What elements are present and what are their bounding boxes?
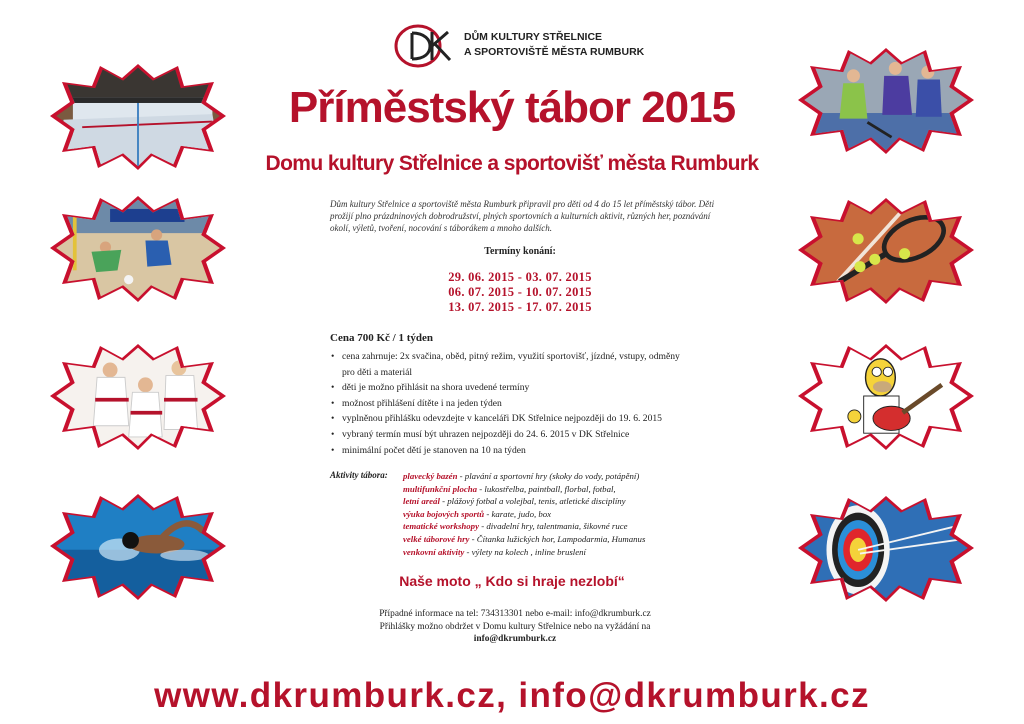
contact-line-2: Přihlášky možno obdržet v Domu kultury Střelnice nebo na vyžádání na	[379, 621, 651, 632]
archery-target-photo	[796, 492, 976, 604]
bullet-item: • možnost přihlášení dítěte i na jeden týden	[330, 396, 730, 412]
contact-line-1: Případné informace na tel: 734313301 nebo e-mail: info@dkrumburk.cz	[379, 609, 651, 619]
activity-item	[403, 470, 733, 483]
bullet-item: • cena zahrnuje: 2x svačina, oběd, pitný režim, využití sportovišť, jízdné, vstupy, odměny	[330, 349, 730, 365]
activity-name: venkovní aktivity	[403, 546, 465, 557]
activity-name: výuka bojových sportů	[403, 508, 485, 519]
term-2: 06. 07. 2015 - 10. 07. 2015	[448, 285, 592, 299]
activity-desc: - Čítanka lužických hor, Lampodarmia, Humanus	[469, 533, 646, 544]
activity-name: multifunkční plocha	[403, 483, 478, 494]
price: Cena 700 Kč / 1 týden	[330, 332, 433, 344]
bullet-item: • minimální počet dětí je stanoven na 10 na týden	[330, 443, 730, 459]
page-title: Příměstský tábor 2015	[288, 83, 736, 132]
terms-list	[330, 270, 710, 315]
tennis-photo	[796, 194, 976, 306]
activities-label: Aktivity tábora:	[330, 470, 388, 480]
activities-list	[403, 470, 733, 558]
cartoon-guitarist-photo	[796, 340, 976, 452]
dk-logo-icon	[392, 20, 456, 72]
activity-item	[403, 520, 733, 533]
bullet-item: • děti je možno přihlásit na shora uvedené termíny	[330, 380, 730, 396]
activity-item	[403, 495, 733, 508]
bullet-item: • vybraný termín musí být uhrazen nejpozději do 24. 6. 2015 v DK Střelnice	[330, 427, 730, 443]
motto: Naše moto „ Kdo si hraje nezlobí“	[399, 573, 625, 589]
activity-desc: - karate, judo, box	[484, 508, 552, 519]
karate-kids-photo	[48, 340, 228, 452]
activity-item	[403, 508, 733, 521]
ice-rink-photo	[48, 60, 228, 172]
activity-item	[403, 483, 733, 496]
info-bullets	[330, 349, 730, 458]
activity-desc: - výlety na kolech , inline bruslení	[464, 546, 586, 557]
page-subtitle: Domu kultury Střelnice a sportovišť města Rumburk	[265, 152, 759, 175]
swimmer-photo	[48, 490, 228, 602]
activity-desc: - lukostřelba, paintball, florbal, fotbal,	[477, 483, 616, 494]
floorball-players-photo	[796, 44, 976, 156]
logo-line-2: A SPORTOVIŠTĚ MĚSTA RUMBURK	[464, 46, 645, 58]
bullet-item: • vyplněnou přihlášku odevzdejte v kanceláři DK Střelnice nejpozději do 19. 6. 2015	[330, 411, 730, 427]
activity-item	[403, 546, 733, 559]
activity-item	[403, 533, 733, 546]
term-3: 13. 07. 2015 - 17. 07. 2015	[448, 300, 592, 314]
activity-name: letní areál	[403, 496, 440, 507]
logo-line-1: DŮM KULTURY STŘELNICE	[464, 31, 603, 43]
beach-football-photo	[48, 192, 228, 304]
bullet-item-continuation: pro děti a materiál	[342, 366, 413, 378]
activity-desc: - plavání a sportovní hry (skoky do vody, potápění)	[457, 471, 640, 481]
activity-name: tematické workshopy	[403, 521, 479, 532]
activity-name: velké táborové hry	[403, 533, 470, 544]
contact-email: info@dkrumburk.cz	[473, 634, 557, 644]
logo	[392, 20, 652, 72]
logo-text	[464, 30, 644, 60]
footer-contact: www.dkrumburk.cz, info@dkrumburk.cz	[154, 676, 870, 715]
term-1: 29. 06. 2015 - 03. 07. 2015	[448, 270, 592, 284]
intro-text: Dům kultury Střelnice a sportoviště města Rumburk připravil pro děti od 4 do 15 let příměstský tábor. Děti prožijí plno prázdninových dobrodružství, plných sportovních a kulturních aktivit, různých her, poznávání okolí, výletů, tvoření, nocování s táborákem a mnoho dalších.	[330, 199, 715, 233]
terms-heading: Termíny konání:	[484, 246, 556, 257]
activity-name: plavecký bazén	[403, 471, 458, 481]
activity-desc: - plážový fotbal a volejbal, tenis, atletické disciplíny	[439, 496, 626, 507]
activity-desc: - divadelní hry, talentmania, šikovné ruce	[479, 521, 628, 532]
contact-info	[330, 608, 700, 646]
